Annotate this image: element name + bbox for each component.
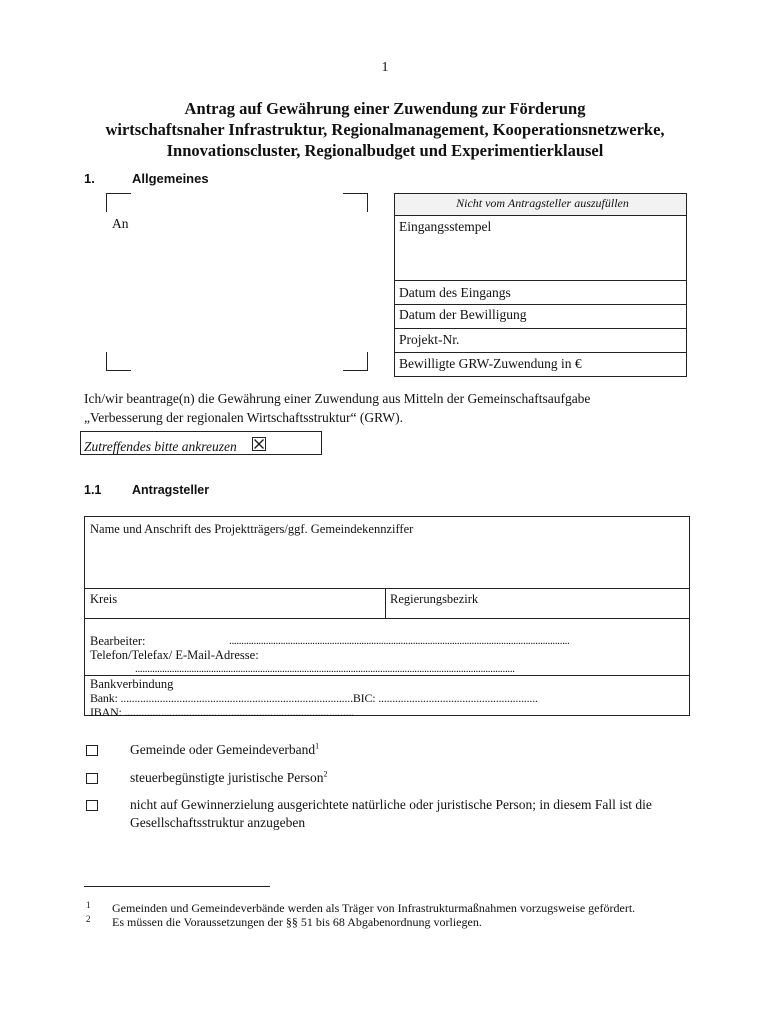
field-name-anschrift-label: Name und Anschrift des Projektträgers/ggf. Gemeindekennziffer xyxy=(90,522,414,536)
field-kreis-label: Kreis xyxy=(90,592,118,606)
table-divider xyxy=(85,618,689,619)
section-1-number: 1. xyxy=(84,171,95,186)
footnote-number-1: 1 xyxy=(86,900,91,910)
field-projekt-nr-label: Projekt-Nr. xyxy=(399,332,460,347)
section-1-heading: Allgemeines xyxy=(132,171,209,186)
field-regierungsbezirk-label: Regierungsbezirk xyxy=(390,592,479,606)
applicant-table xyxy=(84,516,690,719)
office-use-box xyxy=(394,193,687,377)
office-use-header: Nicht vom Antragsteller auszufüllen xyxy=(395,194,686,215)
field-bank-line: Bank: ...................................................................................BIC: ......................................................... xyxy=(90,691,538,705)
footnote-ref-1: 1 xyxy=(315,741,320,751)
checkbox-steuerbeguenstigt[interactable] xyxy=(86,773,98,784)
field-datum-eingang[interactable] xyxy=(395,280,686,304)
footnote-text-2: Es müssen die Voraussetzungen der §§ 51 bis 68 Abgabenordnung vorliegen. xyxy=(112,915,482,929)
title-line-3: Innovationscluster, Regionalbudget und Experimentierklausel xyxy=(166,141,604,160)
checked-box-icon xyxy=(252,437,266,451)
field-datum-bewilligung[interactable] xyxy=(395,304,686,328)
field-eingangsstempel[interactable] xyxy=(395,215,686,280)
corner-mark-bottom-right xyxy=(343,352,368,371)
intro-line-1: Ich/wir beantrage(n) die Gewährung einer Zuwendung aus Mitteln der Gemeinschaftsaufgabe xyxy=(84,391,591,406)
footnote-ref-2: 2 xyxy=(323,769,328,779)
field-bearbeiter-dots: ........................................................................................................................................... xyxy=(229,635,570,647)
field-projekt-nr[interactable] xyxy=(395,328,686,352)
table-divider xyxy=(85,588,689,589)
field-bewilligte-zuwendung[interactable] xyxy=(395,352,686,376)
table-divider-vertical xyxy=(385,588,386,618)
intro-text xyxy=(84,389,704,427)
field-datum-bewilligung-label: Datum der Bewilligung xyxy=(399,307,527,322)
footnote-number-2: 2 xyxy=(86,914,91,924)
corner-mark-top-left xyxy=(106,193,131,212)
option-gemeinde xyxy=(130,741,690,759)
field-kontakt-label: Telefon/Telefax/ E-Mail-Adresse: xyxy=(90,648,259,662)
field-bewilligte-zuwendung-label: Bewilligte GRW-Zuwendung in € xyxy=(399,356,582,371)
field-eingangsstempel-label: Eingangsstempel xyxy=(399,219,492,234)
checkbox-gemeinde[interactable] xyxy=(86,745,98,756)
field-bank-header: Bankverbindung xyxy=(90,677,174,691)
checkbox-nicht-gewinn[interactable] xyxy=(86,800,98,811)
option-gemeinde-text: Gemeinde oder Gemeindeverband xyxy=(130,742,316,757)
intro-line-2: „Verbesserung der regionalen Wirtschaftsstruktur“ (GRW). xyxy=(84,410,403,425)
title-line-1: Antrag auf Gewährung einer Zuwendung zur Förderung xyxy=(184,99,586,118)
option-nicht-gewinn-text: nicht auf Gewinnerzielung ausgerichtete natürliche oder juristische Person; in diesem Fall ist die Gesellschaftsstruktur anzugeben xyxy=(130,797,652,830)
hint-text: Zutreffendes bitte ankreuzen xyxy=(84,439,237,454)
corner-mark-bottom-left xyxy=(106,352,131,371)
title-line-2: wirtschaftsnaher Infrastruktur, Regionalmanagement, Kooperationsnetzwerke, xyxy=(105,120,665,139)
field-bearbeiter-label: Bearbeiter: xyxy=(90,634,146,648)
field-datum-eingang-label: Datum des Eingangs xyxy=(399,285,511,300)
corner-mark-top-right xyxy=(343,193,368,212)
section-1-1-heading: Antragsteller xyxy=(132,483,210,497)
option-nicht-gewinn xyxy=(130,796,690,832)
option-steuerbeguenstigt xyxy=(130,769,690,787)
page-number: 1 xyxy=(381,60,389,75)
page-title xyxy=(60,98,710,161)
footnote-text-1: Gemeinden und Gemeindeverbände werden als Träger von Infrastrukturmaßnahmen vorzugsweise gefördert. xyxy=(112,901,636,915)
table-divider xyxy=(85,675,689,676)
section-1-1-number: 1.1 xyxy=(84,483,102,497)
address-label: An xyxy=(112,216,129,231)
field-iban-line: IBAN: .................................................................................. xyxy=(90,705,355,719)
option-steuerbeguenstigt-text: steuerbegünstigte juristische Person xyxy=(130,770,324,785)
footnote-rule xyxy=(84,886,270,887)
field-kontakt-dots: ........................................................................................................................................................... xyxy=(135,663,515,675)
